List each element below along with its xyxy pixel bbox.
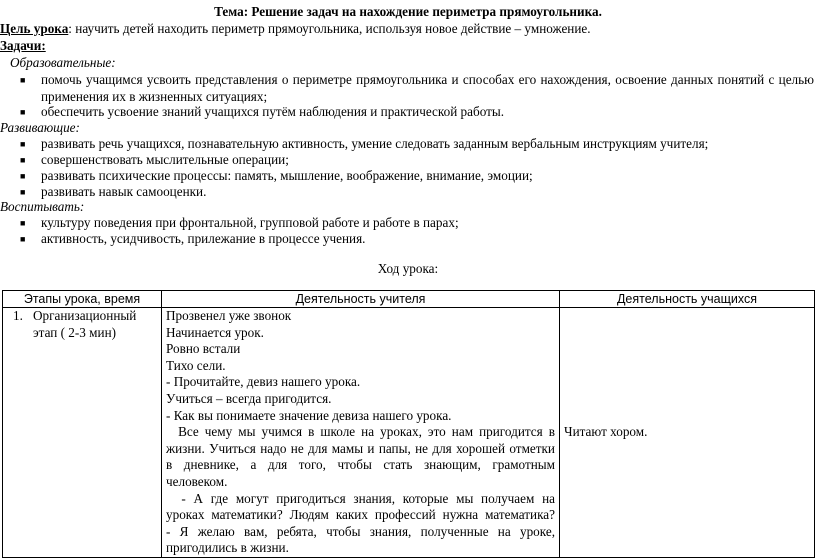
- bullet-square-icon: ■: [20, 107, 26, 117]
- stage-number: 1.: [13, 308, 23, 323]
- teacher-line: - Прочитайте, девиз нашего урока.: [166, 374, 361, 390]
- document-page: Тема: Решение задач на нахождение периметра прямоугольника. Цель урока: научить детей находить периметр прямоугольника, используя новое действие – умножение. Задачи: Образовательные: ■ помочь учащимся усвоить представления о периметре прямоугольника и способах его нахождения, освоение данных понятий с целью применения их в жизненных ситуациях; ■ обеспечить усвоение знаний учащихся путём наблюдения и практической работы. Развивающие: ■ развивать речь учащихся, познавательную активность, умение следовать заданным вербальным инструкциям учителя; ■ совершенствовать мыслительные операции; ■ развивать психические процессы: память, мышление, воображение, внимание, эмоции; ■ развивать навык самооценки. Воспитывать: ■ культуру поведения при фронтальной, групповой работе и работе в парах; ■ активность, усидчивость, прилежание в процессе учения. Ход урока: Этапы урока, время Деятельность учителя Деятельность учащихся 1. Организационный этап ( 2-3 мин) Прозвенел уже звонок Начинается урок. Ровно встали Тихо сели. - Прочитайте, девиз нашего урока. Учиться – всегда пригодится. - Как вы понимаете значение девиза нашего урока. Все чему мы учимся в школе на уроках, это нам пригодится в жизни. Учиться надо не для мамы и папы, не для хорошей отметки в дневнике, а для того, чтобы стать знающим, грамотным человеком. - А где могут пригодиться знания, которые мы получаем на уроках математики? Людям каких профессий нужна математика? - Я желаю вам, ребята, чтобы знания, полученные на уроке, пригодились в жизни. Читают хором.: [0, 0, 816, 542]
- column-header-students: Деятельность учащихся: [560, 291, 815, 308]
- teacher-line: - Как вы понимаете значение девиза нашего урока.: [166, 407, 452, 423]
- column-header-stages: Этапы урока, время: [3, 291, 162, 308]
- bullet-square-icon: ■: [20, 187, 26, 197]
- tasks-heading: Задачи:: [0, 38, 46, 53]
- teacher-line: Прозвенел уже звонок: [166, 308, 292, 323]
- teacher-line: Все чему мы учимся в школе на уроках, это нам пригодится в: [166, 424, 555, 440]
- lesson-table: [2, 290, 815, 558]
- students-activity-cell: Читают хором.: [560, 308, 815, 558]
- teacher-line: - А где могут пригодиться знания, которые мы получаем на: [166, 490, 555, 506]
- lesson-progress-heading: Ход урока:: [377, 261, 439, 276]
- lesson-goal: [0, 21, 591, 38]
- bullet-square-icon: ■: [20, 218, 26, 228]
- teacher-line: в дневнике, а для того, чтобы стать знающим, грамотным: [166, 457, 555, 473]
- bullet-square-icon: ■: [20, 171, 26, 181]
- teacher-line: уроках математики? Людям каких профессий нужна математика?: [166, 507, 555, 523]
- list-item: ■ помочь учащимся усвоить представления о периметре прямоугольника и способах его нахождения, освоение данных понятий с целью применения их в жизненных ситуациях;: [20, 72, 814, 104]
- stage-name: Организационный: [33, 308, 137, 323]
- goal-label: Цель урока: [0, 21, 69, 36]
- teacher-line: Тихо сели.: [166, 357, 226, 373]
- goal-text: : научить детей находить периметр прямоугольника, используя новое действие – умножение.: [68, 21, 591, 36]
- bullet-square-icon: ■: [20, 139, 26, 149]
- lesson-title: Тема: Решение задач на нахождение периметра прямоугольника.: [214, 4, 602, 19]
- bullet-square-icon: ■: [20, 155, 26, 165]
- teacher-line: жизни. Учиться надо не для мамы и папы, не для хорошей отметки: [166, 440, 555, 456]
- teacher-line: Ровно встали: [166, 341, 241, 357]
- column-header-teacher: Деятельность учителя: [162, 291, 560, 308]
- teacher-line: человеком.: [166, 473, 228, 489]
- group-label-developing: Развивающие:: [0, 120, 80, 135]
- group-label-upbringing: Воспитывать:: [0, 199, 85, 214]
- stage-cell: [3, 308, 162, 558]
- teacher-activity-cell: [162, 308, 560, 558]
- teacher-line: пригодились в жизни.: [166, 540, 289, 556]
- teacher-line: - Я желаю вам, ребята, чтобы знания, полученные на уроке,: [166, 523, 555, 539]
- bullet-square-icon: ■: [20, 234, 26, 244]
- table-row: [3, 308, 815, 558]
- group-label-educational: Образовательные:: [10, 55, 116, 70]
- stage-time: этап ( 2-3 мин): [33, 324, 117, 340]
- teacher-line: Учиться – всегда пригодится.: [166, 390, 332, 406]
- bullet-square-icon: ■: [20, 75, 26, 85]
- table-header-row: [3, 291, 815, 308]
- teacher-line: Начинается урок.: [166, 324, 264, 340]
